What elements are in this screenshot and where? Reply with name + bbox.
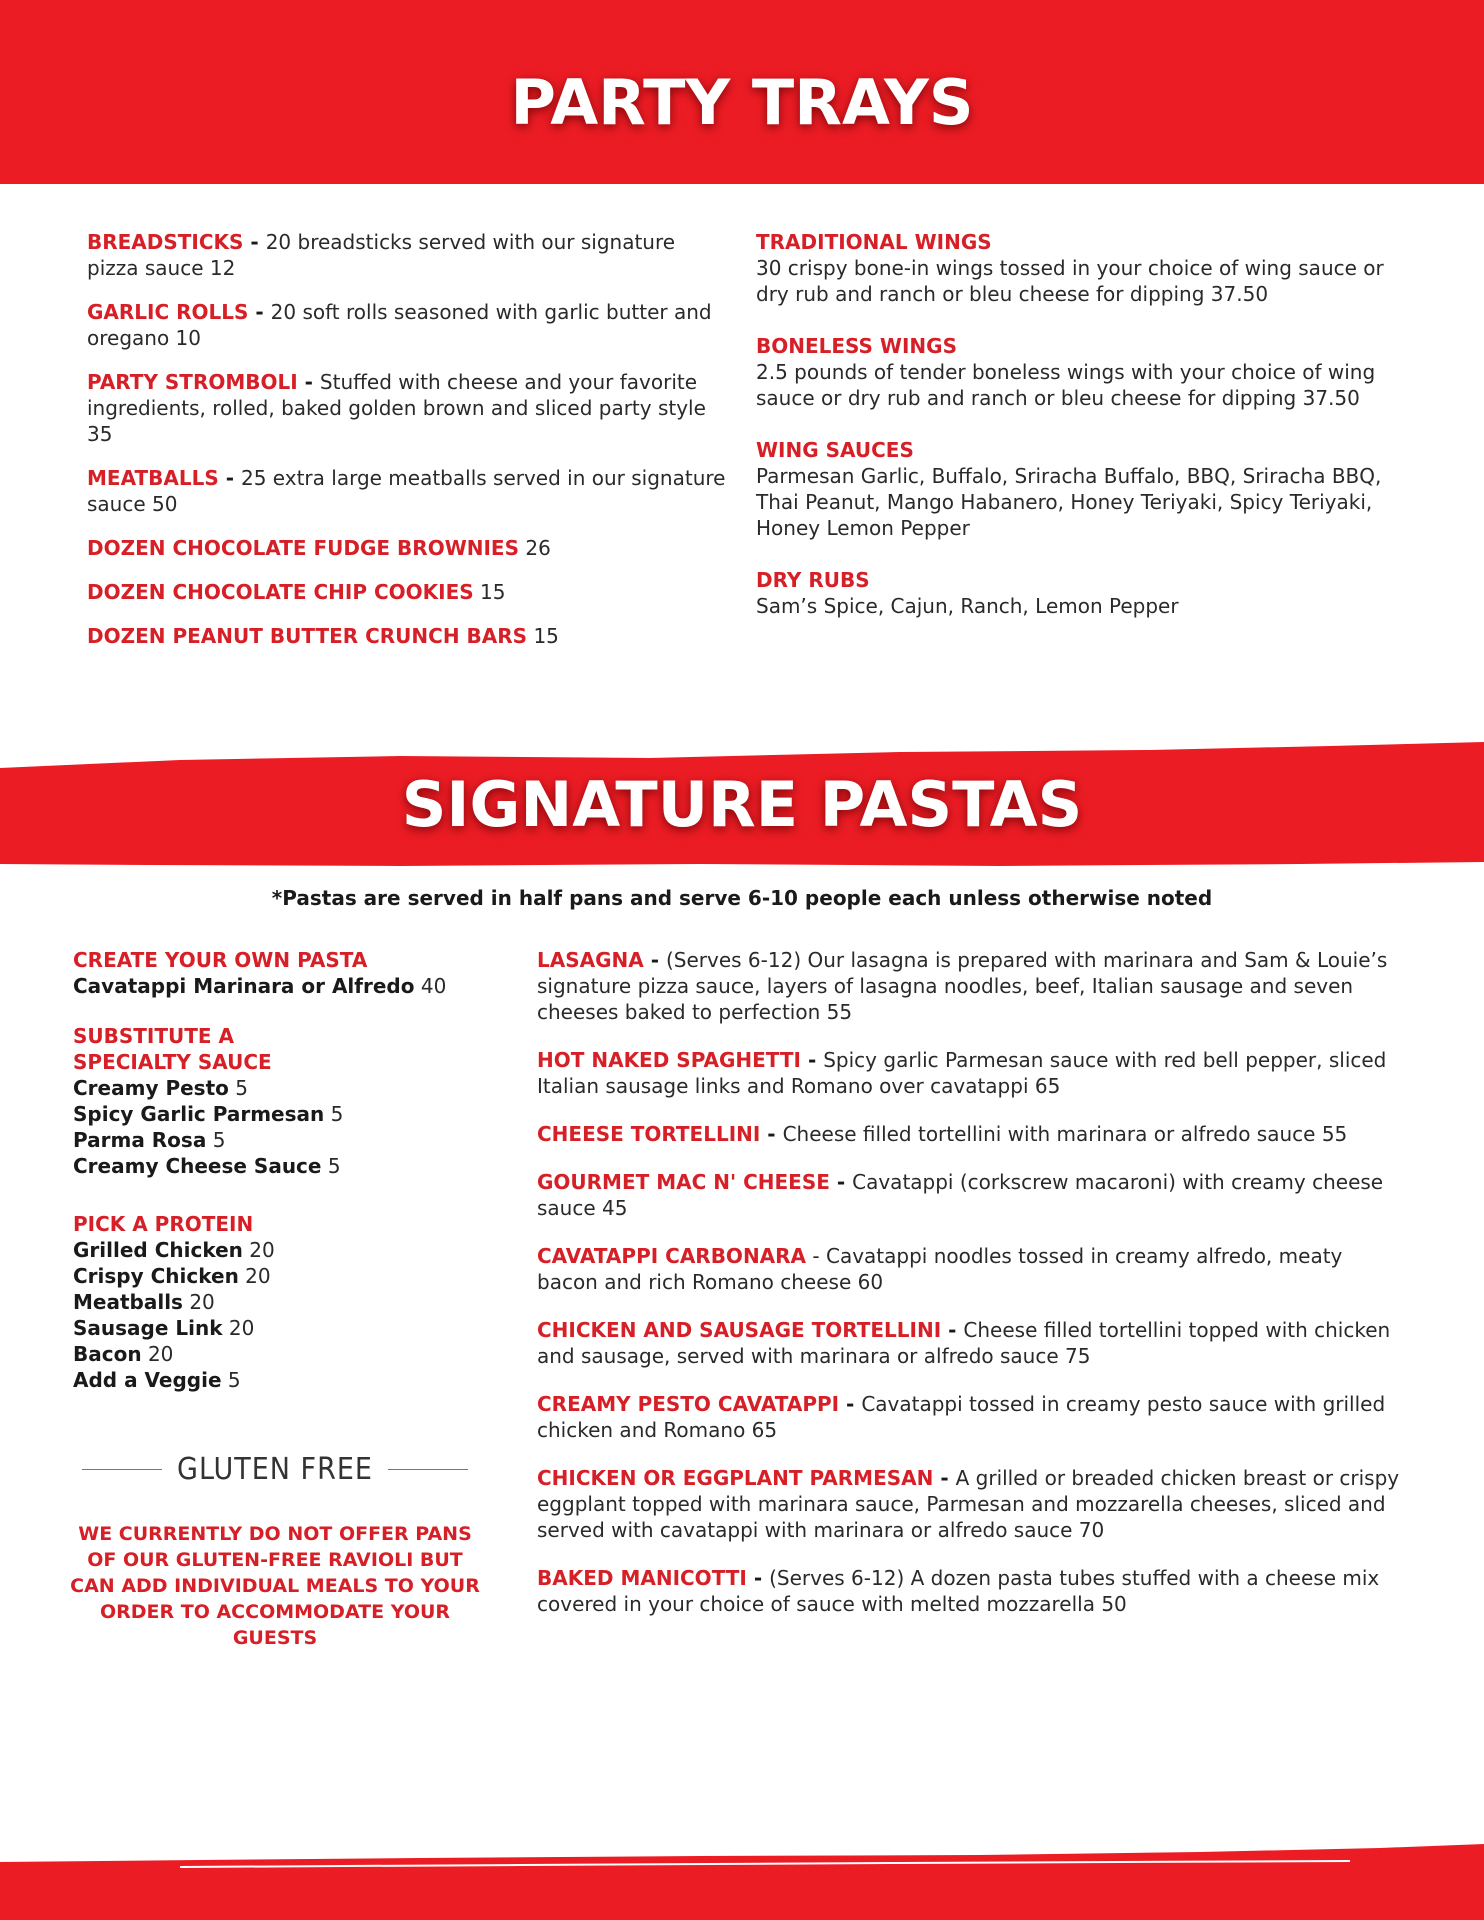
gluten-free-title: GLUTEN FREE	[177, 1452, 373, 1487]
protein-option: Bacon 20	[73, 1342, 174, 1366]
item-price: 15	[480, 580, 506, 604]
item-description: Spicy garlic Parmesan sauce with red bell pepper, sliced Italian sausage links and Romano over cavatappi 65	[537, 1048, 1387, 1098]
gluten-free-note: WE CURRENTLY DO NOT OFFER PANS OF OUR GLUTEN-FREE RAVIOLI BUT CAN ADD INDIVIDUAL MEALS TO YOUR ORDER TO ACCOMMODATE YOUR GUESTS	[70, 1523, 480, 1649]
item-name: BONELESS WINGS	[756, 334, 957, 358]
item-name: CHEESE TORTELLINI	[537, 1122, 761, 1146]
item-description: 20 soft rolls seasoned with garlic butter and oregano 10	[87, 300, 712, 350]
item-name: WING SAUCES	[756, 438, 914, 462]
menu-item	[87, 579, 732, 605]
party-trays-title: PARTY TRAYS	[510, 66, 974, 139]
item-name: CHICKEN OR EGGPLANT PARMESAN	[537, 1466, 934, 1490]
gluten-free-header	[78, 1452, 472, 1492]
menu-item: BREADSTICKS - 20 breadsticks served with our signature pizza sauce 12	[87, 230, 676, 280]
menu-item: CREAMY PESTO CAVATAPPI - Cavatappi tossed in creamy pesto sauce with grilled chicken and Romano 65	[537, 1392, 1386, 1442]
pasta-options-column	[73, 947, 493, 1393]
item-price: 15	[533, 624, 559, 648]
item-description: Cavatappi noodles tossed in creamy alfredo, meaty bacon and rich Romano cheese 60	[537, 1244, 1343, 1294]
menu-item: HOT NAKED SPAGHETTI - Spicy garlic Parmesan sauce with red bell pepper, sliced Italian sausage links and Romano over cavatappi 65	[537, 1048, 1387, 1098]
menu-item: MEATBALLS - 25 extra large meatballs served in our signature sauce 50	[87, 466, 726, 516]
item-name: HOT NAKED SPAGHETTI	[537, 1048, 801, 1072]
menu-item	[756, 333, 1401, 411]
substitute-sauce-heading-2: SPECIALTY SAUCE	[73, 1050, 272, 1074]
item-price: 26	[525, 536, 551, 560]
menu-item: GOURMET MAC N' CHEESE - Cavatappi (corkscrew macaroni) with creamy cheese sauce 45	[537, 1170, 1384, 1220]
item-description: A grilled or breaded chicken breast or crispy eggplant topped with marinara sauce, Parmesan and mozzarella cheeses, sliced and served with cavatappi with marinara or alfredo sauce 70	[537, 1466, 1400, 1542]
item-name: MEATBALLS	[87, 466, 219, 490]
banner-brush-edge	[0, 150, 1484, 194]
sauce-option: Parma Rosa 5	[73, 1128, 226, 1152]
menu-item: PARTY STROMBOLI - Stuffed with cheese and your favorite ingredients, rolled, baked golden brown and sliced party style 35	[87, 370, 706, 446]
pasta-items-column	[537, 947, 1407, 1635]
menu-item: LASAGNA - (Serves 6-12) Our lasagna is prepared with marinara and Sam & Louie’s signature pizza sauce, layers of lasagna noodles, beef, Italian sausage and seven cheeses baked to perfection 55	[537, 948, 1388, 1024]
protein-option: Meatballs 20	[73, 1290, 215, 1314]
protein-option: Crispy Chicken 20	[73, 1264, 271, 1288]
item-description: Cheese filled tortellini topped with chicken and sausage, served with marinara or alfredo sauce 75	[537, 1318, 1391, 1368]
item-description: 20 breadsticks served with our signature pizza sauce 12	[87, 230, 676, 280]
protein-option: Add a Veggie 5	[73, 1368, 241, 1392]
item-name: CREAMY PESTO CAVATAPPI	[537, 1392, 840, 1416]
protein-option: Sausage Link 20	[73, 1316, 255, 1340]
party-trays-left-column	[87, 229, 732, 667]
item-name: TRADITIONAL WINGS	[756, 230, 992, 254]
create-your-own-heading: CREATE YOUR OWN PASTA	[73, 948, 368, 972]
item-name: PARTY STROMBOLI	[87, 370, 298, 394]
substitute-sauce-heading: SUBSTITUTE A	[73, 1024, 235, 1048]
item-description: Parmesan Garlic, Buffalo, Sriracha Buffalo, BBQ, Sriracha BBQ, Thai Peanut, Mango Habanero, Honey Teriyaki, Spicy Teriyaki, Honey Lemon Pepper	[756, 464, 1382, 540]
item-name: DRY RUBS	[756, 568, 870, 592]
pasta-serving-note: *Pastas are served in half pans and serve 6-10 people each unless otherwise noted	[271, 886, 1213, 910]
item-name: GARLIC ROLLS	[87, 300, 249, 324]
item-description: 30 crispy bone-in wings tossed in your choice of wing sauce or dry rub and ranch or bleu cheese for dipping 37.50	[756, 256, 1384, 306]
menu-item: GARLIC ROLLS - 20 soft rolls seasoned with garlic butter and oregano 10	[87, 300, 712, 350]
item-name: GOURMET MAC N' CHEESE	[537, 1170, 830, 1194]
pick-protein-heading: PICK A PROTEIN	[73, 1212, 254, 1236]
menu-item: CAVATAPPI CARBONARA - Cavatappi noodles tossed in creamy alfredo, meaty bacon and rich Romano cheese 60	[537, 1244, 1343, 1294]
item-description: Cheese filled tortellini with marinara or alfredo sauce 55	[782, 1122, 1348, 1146]
menu-item	[87, 535, 732, 561]
menu-item: CHICKEN OR EGGPLANT PARMESAN - A grilled or breaded chicken breast or crispy eggplant topped with marinara sauce, Parmesan and mozzarella cheeses, sliced and served with cavatappi with marinara or alfredo sauce 70	[537, 1466, 1400, 1542]
sauce-option: Creamy Pesto 5	[73, 1076, 248, 1100]
item-description: Sam’s Spice, Cajun, Ranch, Lemon Pepper	[756, 594, 1179, 618]
signature-pastas-title: SIGNATURE PASTAS	[401, 768, 1083, 841]
item-description: 2.5 pounds of tender boneless wings with your choice of wing sauce or dry rub and ranch or bleu cheese for dipping 37.50	[756, 360, 1376, 410]
item-name: DOZEN PEANUT BUTTER CRUNCH BARS	[87, 624, 528, 648]
sauce-option: Spicy Garlic Parmesan 5	[73, 1102, 344, 1126]
menu-item	[756, 229, 1401, 307]
item-name: CAVATAPPI CARBONARA	[537, 1244, 807, 1268]
item-description: Cavatappi (corkscrew macaroni) with creamy cheese sauce 45	[537, 1170, 1384, 1220]
footer-banner	[0, 1840, 1484, 1920]
menu-item	[756, 437, 1401, 541]
item-name: BREADSTICKS	[87, 230, 244, 254]
menu-item	[87, 623, 732, 649]
item-name: LASAGNA	[537, 948, 644, 972]
create-your-own-line: Cavatappi Marinara or Alfredo 40	[73, 974, 447, 998]
item-description: (Serves 6-12) A dozen pasta tubes stuffed with a cheese mix covered in your choice of sauce with melted mozzarella 50	[537, 1566, 1380, 1616]
item-name: CHICKEN AND SAUSAGE TORTELLINI	[537, 1318, 942, 1342]
menu-item: CHICKEN AND SAUSAGE TORTELLINI - Cheese filled tortellini topped with chicken and sausage, served with marinara or alfredo sauce 75	[537, 1318, 1391, 1368]
item-name: DOZEN CHOCOLATE FUDGE BROWNIES	[87, 536, 520, 560]
item-name: BAKED MANICOTTI	[537, 1566, 747, 1590]
item-description: 25 extra large meatballs served in our signature sauce 50	[87, 466, 726, 516]
item-description: Cavatappi tossed in creamy pesto sauce with grilled chicken and Romano 65	[537, 1392, 1386, 1442]
divider	[388, 1469, 468, 1470]
item-description: Stuffed with cheese and your favorite ingredients, rolled, baked golden brown and sliced party style 35	[87, 370, 706, 446]
item-name: DOZEN CHOCOLATE CHIP COOKIES	[87, 580, 474, 604]
protein-option: Grilled Chicken 20	[73, 1238, 275, 1262]
menu-item: CHEESE TORTELLINI - Cheese filled tortellini with marinara or alfredo sauce 55	[537, 1122, 1348, 1146]
menu-item	[756, 567, 1401, 619]
item-description: (Serves 6-12) Our lasagna is prepared with marinara and Sam & Louie’s signature pizza sauce, layers of lasagna noodles, beef, Italian sausage and seven cheeses baked to perfection 55	[537, 948, 1388, 1024]
sauce-option: Creamy Cheese Sauce 5	[73, 1154, 341, 1178]
party-trays-right-column	[756, 229, 1401, 637]
menu-item: BAKED MANICOTTI - (Serves 6-12) A dozen pasta tubes stuffed with a cheese mix covered in your choice of sauce with melted mozzarella 50	[537, 1566, 1380, 1616]
